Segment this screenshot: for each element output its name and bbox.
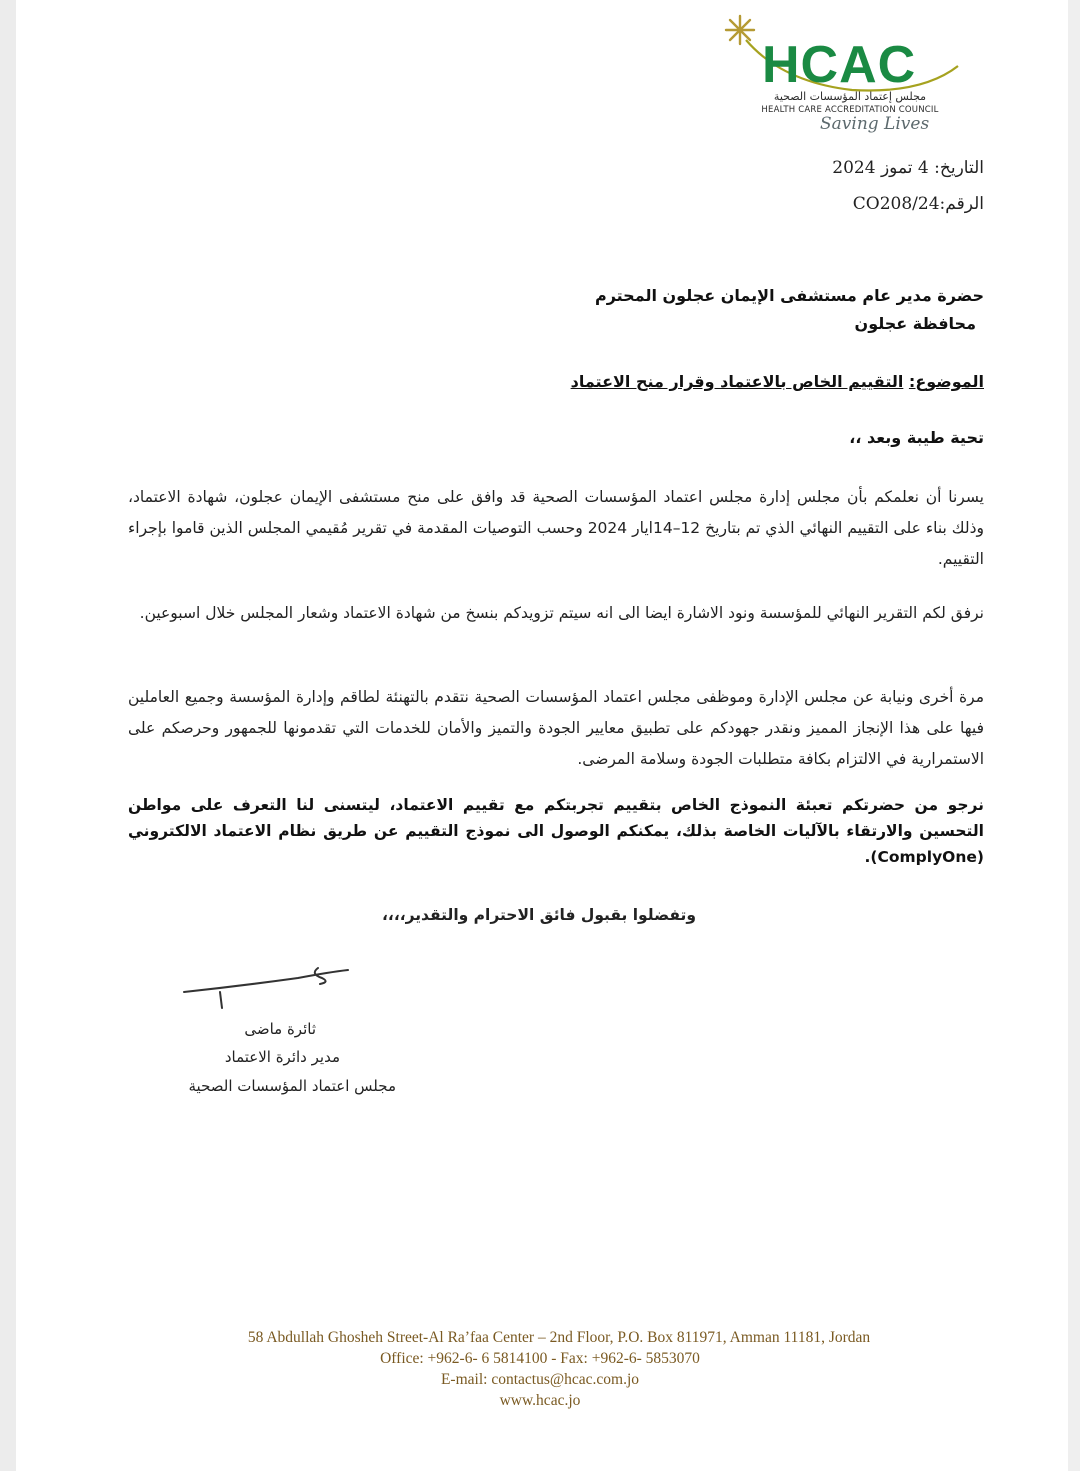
logo-tagline: Saving Lives — [820, 114, 930, 134]
subject-line — [571, 372, 984, 391]
footer-phone-fax: Office: +962-6- 6 5814100 - Fax: +962-6- 5853070 — [380, 1350, 700, 1367]
survey-request-paragraph: نرجو من حضرتكم تعبئة النموذج الخاص بتقييم تجربتكم مع تقييم الاعتماد، ليتسنى لنا التعرف على مواطن التحسين والارتقاء بالآليات الخاصة بذلك، يمكنكم الوصول الى نموذج التقييم عن طريق نظام الاعتماد الالكتروني (ComplyOne). — [128, 796, 984, 866]
body-paragraph: مرة أخرى ونيابة عن مجلس الإدارة وموظفى مجلس اعتماد المؤسسات الصحية نتقدم بالتهنئة لطاقم وإدارة المؤسسة وجميع العاملين فيها على هذا الإنجاز المميز ونقدر جهودكم على تطبيق معايير الجودة والتميز والأمان للخدمات التي تقدمونها للجمهور وحرصكم على الاستمرارية في الالتزام بكافة متطلبات الجودة وسلامة المرضى. — [128, 688, 984, 768]
logo-english-name: HEALTH CARE ACCREDITATION COUNCIL — [761, 105, 939, 115]
logo-wordmark: HCAC — [762, 36, 917, 94]
subject-label: الموضوع: — [908, 372, 984, 391]
greeting: تحية طيبة وبعد ،، — [849, 428, 984, 447]
logo-arabic-name: مجلس إعتماد المؤسسات الصحية — [773, 90, 927, 103]
handwritten-signature — [180, 962, 355, 1012]
footer-address: 58 Abdullah Ghosheh Street-Al Ra’faa Center – 2nd Floor, P.O. Box 811971, Amman 11181, Jordan — [247, 1329, 871, 1346]
signatory-title: مدير دائرة الاعتماد — [224, 1048, 340, 1066]
page-border-right — [1068, 0, 1080, 1471]
body-paragraph: يسرنا أن نعلمكم بأن مجلس إدارة مجلس اعتماد المؤسسات الصحية قد وافق على منح مستشفى الإيمان عجلون، شهادة الاعتماد، وذلك بناء على التقييم النهائي الذي تم بتاريخ 12–14ايار 2024 وحسب التوصيات المقدمة في تقرير مُقيمي المجلس الذين قاموا بإجراء التقييم. — [128, 488, 984, 568]
addressee: حضرة مدير عام مستشفى الإيمان عجلون المحترم — [594, 286, 984, 305]
letter-reference: الرقم:CO208/24 — [852, 194, 984, 214]
subject-text: التقييم الخاص بالاعتماد وقرار منح الاعتماد — [570, 372, 904, 391]
governorate: محافظة عجلون — [854, 314, 976, 333]
star-icon — [726, 16, 754, 44]
signatory-organization: مجلس اعتماد المؤسسات الصحية — [188, 1077, 396, 1095]
page-border-left — [0, 0, 16, 1471]
closing-line: وتفضلوا بقبول فائق الاحترام والتقدير،،،، — [382, 906, 696, 924]
body-paragraph: نرفق لكم التقرير النهائي للمؤسسة ونود الاشارة ايضا الى انه سيتم تزويدكم بنسخ من شهادة الاعتماد وشعار المجلس خلال اسبوعين. — [139, 604, 984, 622]
footer-website: www.hcac.jo — [499, 1392, 581, 1409]
letter-date: التاريخ: 4 تموز 2024 — [832, 158, 984, 178]
signatory-name: ثائرة ماضى — [244, 1020, 316, 1038]
footer-email: E-mail: contactus@hcac.com.jo — [440, 1371, 640, 1388]
